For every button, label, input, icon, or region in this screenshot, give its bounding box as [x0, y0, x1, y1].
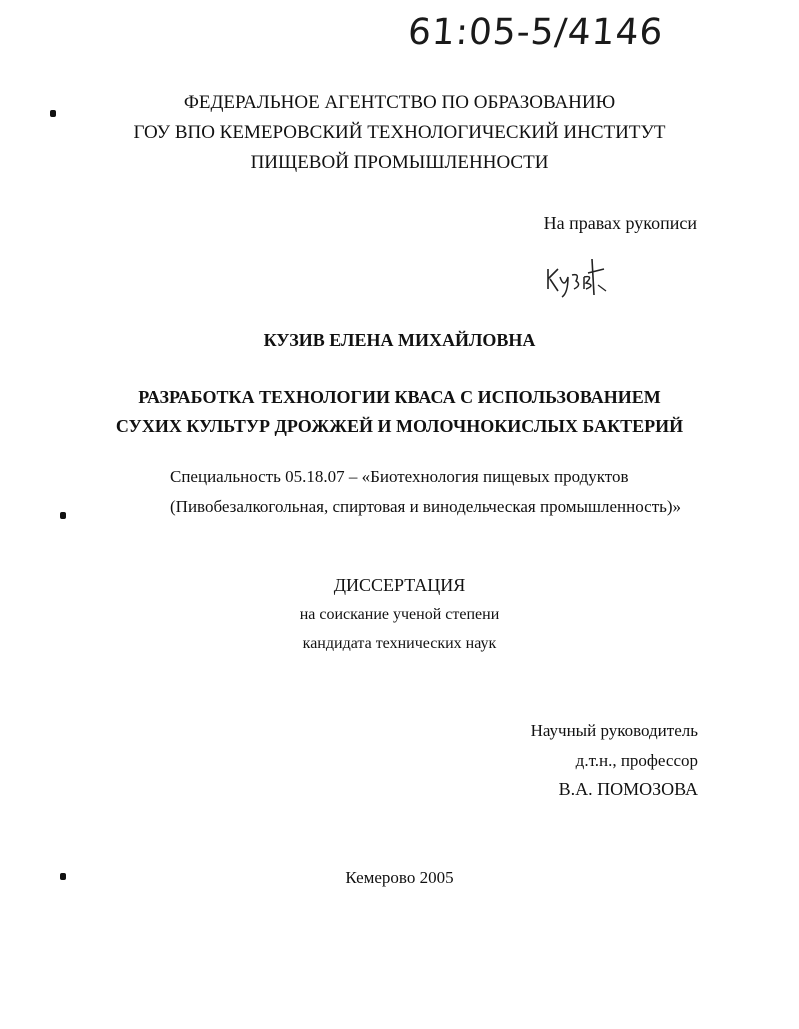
catalog-number: 61:05-5/4146 — [406, 12, 665, 53]
supervisor-degree: д.т.н., профессор — [575, 751, 698, 770]
author-signature — [542, 255, 612, 301]
org-header-line1: ФЕДЕРАЛЬНОЕ АГЕНТСТВО ПО ОБРАЗОВАНИЮ — [183, 92, 616, 113]
specialty-line2: (Пивобезалкогольная, спиртовая и винодельческая промышленность)» — [170, 497, 682, 516]
place-year: Кемерово 2005 — [345, 868, 454, 887]
degree-line2: кандидата технических наук — [302, 635, 497, 652]
supervisor-name: В.А. ПОМОЗОВА — [558, 779, 698, 799]
dissertation-title-line1: РАЗРАБОТКА ТЕХНОЛОГИИ КВАСА С ИСПОЛЬЗОВАНИЕМ — [138, 387, 661, 407]
specialty-line1: Специальность 05.18.07 – «Биотехнология пищевых продуктов — [170, 467, 629, 486]
scan-mark — [60, 512, 66, 519]
supervisor-label: Научный руководитель — [530, 721, 698, 740]
rights-note: На правах рукописи — [543, 213, 697, 233]
author-name: КУЗИВ ЕЛЕНА МИХАЙЛОВНА — [263, 330, 536, 350]
degree-line1: на соискание ученой степени — [299, 606, 500, 623]
org-header-line3: ПИЩЕВОЙ ПРОМЫШЛЕННОСТИ — [250, 152, 549, 173]
org-header-line2: ГОУ ВПО КЕМЕРОВСКИЙ ТЕХНОЛОГИЧЕСКИЙ ИНСТИТУТ — [133, 122, 666, 143]
dissertation-title-line2: СУХИХ КУЛЬТУР ДРОЖЖЕЙ И МОЛОЧНОКИСЛЫХ БАКТЕРИЙ — [115, 416, 684, 436]
dissertation-heading: ДИССЕРТАЦИЯ — [333, 575, 466, 595]
